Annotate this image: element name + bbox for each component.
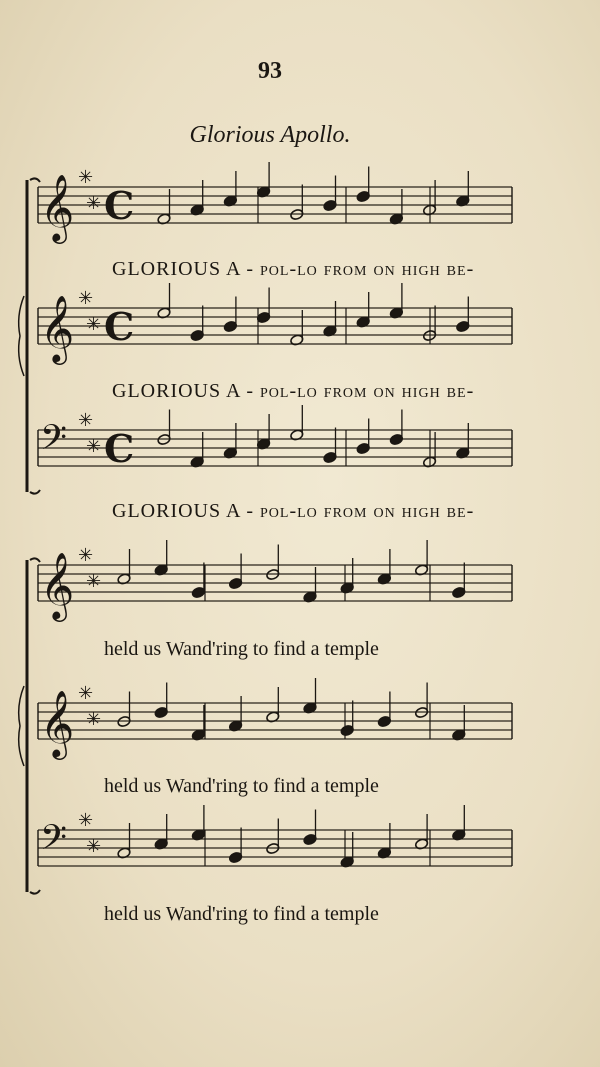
double-sharp-icon: ✳ (78, 167, 94, 188)
treble-clef-icon: 𝄞 (40, 689, 75, 757)
common-time-icon: C (104, 183, 135, 228)
brace-icon (19, 686, 24, 766)
double-sharp-icon: ✳ (78, 545, 94, 566)
page-number: 93 (258, 58, 282, 84)
bracket-hook-bottom (30, 490, 40, 494)
lyrics-line-2-1: held us Wand'ring to find a temple (104, 638, 379, 660)
double-sharp-icon: ✳ (86, 836, 102, 857)
double-sharp-icon: ✳ (78, 683, 94, 704)
double-sharp-icon: ✳ (86, 193, 102, 214)
double-sharp-icon: ✳ (78, 288, 94, 309)
bass-clef-icon: 𝄢 (40, 817, 68, 866)
brace-icon (19, 296, 24, 376)
lyrics-line-1-3: GLORIOUS A - pol-lo from on high be- (112, 500, 475, 522)
double-sharp-icon: ✳ (78, 410, 94, 431)
bracket-hook-top (30, 178, 40, 182)
double-sharp-icon: ✳ (86, 314, 102, 335)
double-sharp-icon: ✳ (86, 436, 102, 457)
bracket-hook-top (30, 558, 40, 562)
double-sharp-icon: ✳ (86, 709, 102, 730)
lyrics-line-1-2: GLORIOUS A - pol-lo from on high be- (112, 380, 475, 402)
treble-clef-icon: 𝄞 (40, 173, 75, 241)
song-title: Glorious Apollo. (189, 122, 351, 148)
common-time-icon: C (104, 426, 135, 471)
common-time-icon: C (104, 304, 135, 349)
lyrics-line-2-3: held us Wand'ring to find a temple (104, 903, 379, 925)
double-sharp-icon: ✳ (86, 571, 102, 592)
lyrics-line-2-2: held us Wand'ring to find a temple (104, 775, 379, 797)
treble-clef-icon: 𝄞 (40, 294, 75, 362)
lyrics-line-1-1: GLORIOUS A - pol-lo from on high be- (112, 258, 475, 280)
bracket-hook-bottom (30, 890, 40, 894)
bass-clef-icon: 𝄢 (40, 417, 68, 466)
double-sharp-icon: ✳ (78, 810, 94, 831)
treble-clef-icon: 𝄞 (40, 551, 75, 619)
